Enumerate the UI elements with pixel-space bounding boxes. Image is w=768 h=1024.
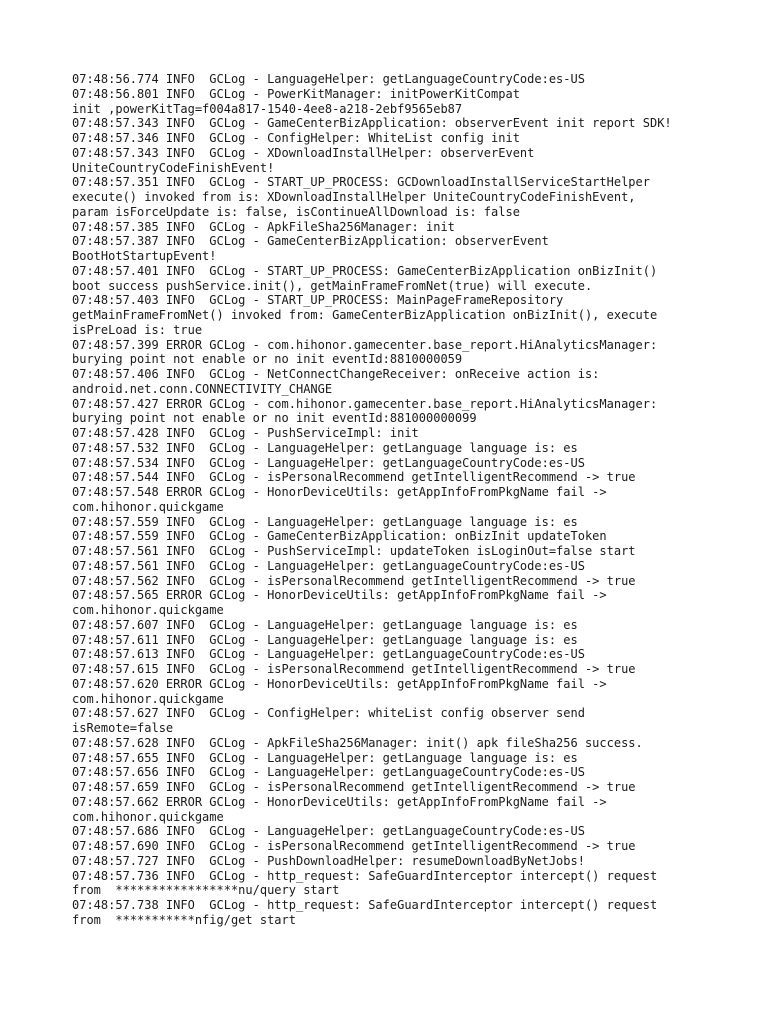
log-line: android.net.conn.CONNECTIVITY_CHANGE [72, 381, 333, 396]
log-line: 07:48:57.611 INFO GCLog - LanguageHelper: getLanguage language is: es [72, 632, 578, 647]
log-line: getMainFrameFromNet() invoked from: GameCenterBizApplication onBizInit(), execute [72, 308, 658, 322]
log-line: from ***********nfig/get start [72, 912, 296, 927]
log-line: 07:48:57.401 INFO GCLog - START_UP_PROCESS: GameCenterBizApplication onBizInit() [72, 263, 658, 278]
log-line: 07:48:57.343 INFO GCLog - GameCenterBizApplication: observerEvent init report SDK! [72, 116, 672, 131]
log-line: com.hihonor.quickgame [72, 603, 224, 617]
log-line: 07:48:57.561 INFO GCLog - PushServiceImpl: updateToken isLoginOut=false start [72, 544, 636, 558]
log-line: isRemote=false [72, 721, 174, 735]
log-line: 07:48:57.406 INFO GCLog - NetConnectChangeReceiver: onReceive action is: [72, 367, 600, 381]
log-line: 07:48:57.387 INFO GCLog - GameCenterBizApplication: observerEvent [72, 234, 549, 249]
log-line: 07:48:57.607 INFO GCLog - LanguageHelper: getLanguage language is: es [72, 617, 578, 632]
log-line: 07:48:56.801 INFO GCLog - PowerKitManager: initPowerKitCompat [72, 86, 520, 101]
log-line: 07:48:57.615 INFO GCLog - isPersonalRecommend getIntelligentRecommend -> true [72, 662, 636, 676]
log-line: 07:48:57.562 INFO GCLog - isPersonalRecommend getIntelligentRecommend -> true [72, 573, 636, 588]
log-line: from *****************nu/query start [72, 883, 340, 898]
log-line: 07:48:57.736 INFO GCLog - http_request: SafeGuardInterceptor intercept() request [72, 868, 658, 883]
log-line: com.hihonor.quickgame [72, 809, 224, 824]
log-line: execute() invoked from is: XDownloadInstallHelper UniteCountryCodeFinishEvent, [72, 190, 636, 204]
log-line: 07:48:57.628 INFO GCLog - ApkFileSha256Manager: init() apk fileSha256 success. [72, 735, 643, 750]
log-line: 07:48:57.548 ERROR GCLog - HonorDeviceUtils: getAppInfoFromPkgName fail -> [72, 485, 607, 499]
log-line: 07:48:57.544 INFO GCLog - isPersonalRecommend getIntelligentRecommend -> true [72, 470, 636, 485]
log-line: 07:48:57.346 INFO GCLog - ConfigHelper: WhiteList config init [72, 131, 520, 145]
log-line: 07:48:57.399 ERROR GCLog - com.hihonor.gamecenter.base_report.HiAnalyticsManager: [72, 337, 658, 352]
log-line: 07:48:57.403 INFO GCLog - START_UP_PROCESS: MainPageFrameRepository [72, 293, 564, 308]
log-line: 07:48:57.727 INFO GCLog - PushDownloadHelper: resumeDownloadByNetJobs! [72, 853, 585, 868]
log-line: BootHotStartupEvent! [72, 249, 217, 263]
log-line: com.hihonor.quickgame [72, 691, 224, 706]
log-line: 07:48:57.351 INFO GCLog - START_UP_PROCESS: GCDownloadInstallServiceStartHelper [72, 175, 650, 190]
log-line: 07:48:57.427 ERROR GCLog - com.hihonor.gamecenter.base_report.HiAnalyticsManager: [72, 396, 658, 411]
log-line: 07:48:57.559 INFO GCLog - GameCenterBizApplication: onBizInit updateToken [72, 529, 607, 544]
log-line: init ,powerKitTag=f004a817-1540-4ee8-a218-2ebf9565eb87 [72, 101, 463, 116]
log-line: 07:48:57.627 INFO GCLog - ConfigHelper: whiteList config observer send [72, 706, 585, 721]
log-line: 07:48:56.774 INFO GCLog - LanguageHelper: getLanguageCountryCode:es-US [72, 72, 585, 86]
log-line: isPreLoad is: true [72, 322, 203, 337]
log-line: 07:48:57.559 INFO GCLog - LanguageHelper: getLanguage language is: es [72, 514, 578, 529]
log-line: UniteCountryCodeFinishEvent! [72, 160, 275, 175]
log-line: 07:48:57.690 INFO GCLog - isPersonalRecommend getIntelligentRecommend -> true [72, 839, 636, 853]
log-document [72, 72, 712, 928]
log-line: 07:48:57.620 ERROR GCLog - HonorDeviceUtils: getAppInfoFromPkgName fail -> [72, 676, 607, 691]
log-line: 07:48:57.613 INFO GCLog - LanguageHelper: getLanguageCountryCode:es-US [72, 647, 585, 662]
log-line: 07:48:57.656 INFO GCLog - LanguageHelper: getLanguageCountryCode:es-US [72, 765, 585, 780]
log-line: 07:48:57.738 INFO GCLog - http_request: SafeGuardInterceptor intercept() request [72, 898, 658, 912]
log-line: burying point not enable or no init eventId:8810000059 [72, 352, 463, 367]
log-line: com.hihonor.quickgame [72, 499, 224, 514]
log-line: 07:48:57.655 INFO GCLog - LanguageHelper: getLanguage language is: es [72, 750, 578, 765]
log-line: 07:48:57.532 INFO GCLog - LanguageHelper: getLanguage language is: es [72, 440, 578, 455]
log-line: 07:48:57.561 INFO GCLog - LanguageHelper: getLanguageCountryCode:es-US [72, 558, 585, 573]
log-line: 07:48:57.534 INFO GCLog - LanguageHelper: getLanguageCountryCode:es-US [72, 455, 585, 470]
log-line: 07:48:57.385 INFO GCLog - ApkFileSha256Manager: init [72, 219, 455, 234]
log-line: 07:48:57.686 INFO GCLog - LanguageHelper: getLanguageCountryCode:es-US [72, 824, 585, 839]
log-line: 07:48:57.565 ERROR GCLog - HonorDeviceUtils: getAppInfoFromPkgName fail -> [72, 588, 607, 603]
log-line: boot success pushService.init(), getMainFrameFromNet(true) will execute. [72, 278, 593, 293]
log-line: param isForceUpdate is: false, isContinueAllDownload is: false [72, 204, 520, 219]
log-line: 07:48:57.659 INFO GCLog - isPersonalRecommend getIntelligentRecommend -> true [72, 780, 636, 794]
log-line: 07:48:57.662 ERROR GCLog - HonorDeviceUtils: getAppInfoFromPkgName fail -> [72, 794, 607, 809]
log-line: 07:48:57.343 INFO GCLog - XDownloadInstallHelper: observerEvent [72, 145, 535, 160]
log-line: burying point not enable or no init eventId:881000000099 [72, 411, 477, 426]
log-line: 07:48:57.428 INFO GCLog - PushServiceImpl: init [72, 426, 419, 440]
